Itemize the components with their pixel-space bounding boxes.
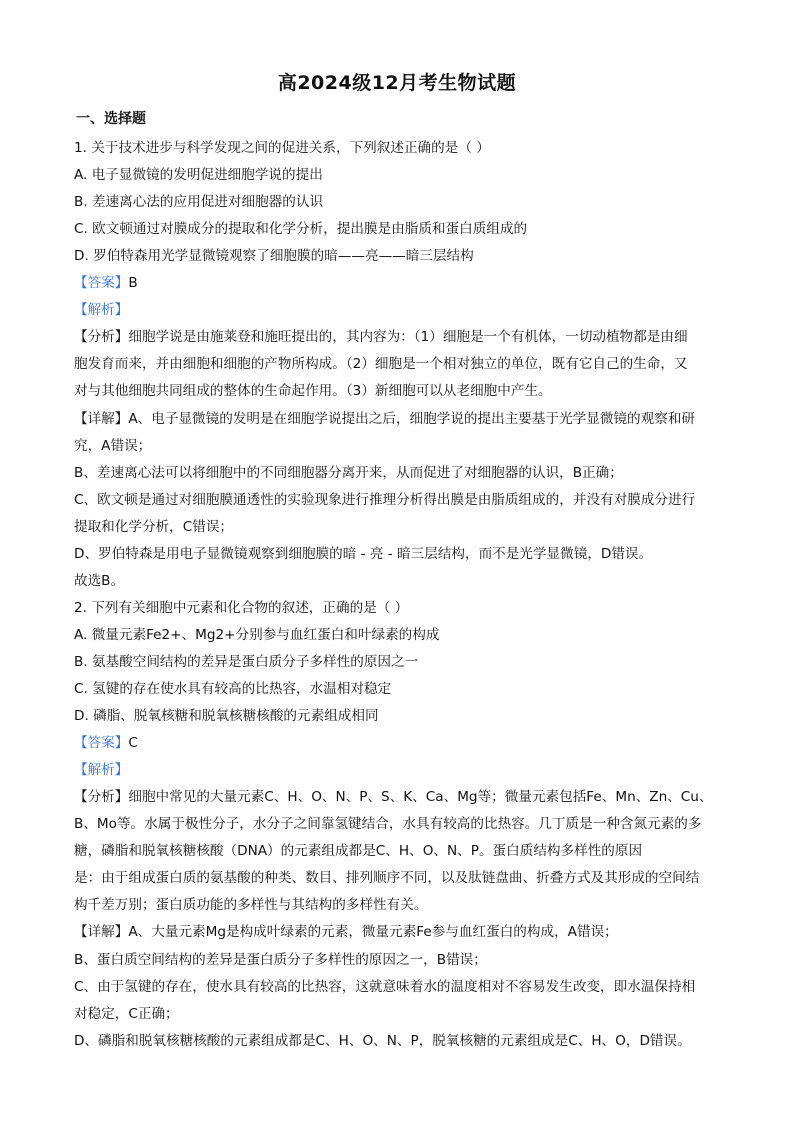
bracket-left: 【 [74,275,88,292]
text-line: C. 欧文顿通过对膜成分的提取和化学分析，提出膜是由脂质和蛋白质组成的 [74,221,528,238]
text-line: 提取和化学分析，C错误； [74,518,234,535]
text-line: 胞发育而来，并由细胞和细胞的产物所构成。（2）细胞是一个相对独立的单位，既有它自己的生命，又 [74,356,688,373]
text-line: D. 罗伯特森用光学显微镜观察了细胞膜的暗——亮——暗三层结构 [74,248,474,265]
page-title: 高2024级12月考生物试题 [277,72,517,94]
text-line: 糖，磷脂和脱氧核糖核酸（DNA）的元素组成都是C、H、O、N、P。蛋白质结构多样性的原因 [74,843,643,860]
text-line: 【分析】细胞中常见的大量元素C、H、O、N、P、S、K、Ca、Mg等；微量元素包括Fe、Mn、Zn、Cu、 [74,789,713,806]
answer-line [74,274,138,292]
text-line: B. 差速离心法的应用促进对细胞器的认识 [74,194,324,211]
analysis-line [74,761,128,779]
text-line: 故选B。 [74,572,125,589]
text-line: 【详解】A、电子显微镜的发明是在细胞学说提出之后，细胞学说的提出主要基于光学显微镜的观察和研 [74,410,696,427]
bracket-left: 【 [74,302,88,319]
text-line: A. 电子显微镜的发明促进细胞学说的提出 [74,167,323,184]
line-text: B [128,275,138,292]
text-line: 对稳定，C正确； [74,1005,179,1022]
text-line: B、蛋白质空间结构的差异是蛋白质分子多样性的原因之一，B错误； [74,951,487,968]
text-line: 【详解】A、大量元素Mg是构成叶绿素的元素，微量元素Fe参与血红蛋白的构成，A错误； [74,924,618,941]
label-tag: 解析 [87,762,115,779]
text-line: D. 磷脂、脱氧核糖和脱氧核糖核酸的元素组成相同 [74,708,379,725]
bracket-right: 】 [114,762,129,779]
text-line: 究，A错误； [74,437,152,454]
bracket-left: 【 [74,735,88,752]
bracket-left: 【 [74,762,88,779]
line-text: C [128,735,138,752]
label-tag: 答案 [87,735,115,752]
text-line: B. 氨基酸空间结构的差异是蛋白质分子多样性的原因之一 [74,653,419,670]
label-tag: 解析 [87,302,115,319]
text-line: 【分析】细胞学说是由施莱登和施旺提出的，其内容为：（1）细胞是一个有机体，一切动植物都是由细 [74,329,688,346]
text-line: 对与其他细胞共同组成的整体的生命起作用。（3）新细胞可以从老细胞中产生。 [74,383,552,400]
bracket-right: 】 [114,275,129,292]
bracket-right: 】 [114,302,129,319]
text-line: 是：由于组成蛋白质的氨基酸的种类、数目、排列顺序不同，以及肽链盘曲、折叠方式及其形成的空间结 [74,870,700,887]
text-line: D、罗伯特森是用电子显微镜观察到细胞膜的暗 - 亮 - 暗三层结构，而不是光学显微镜，D错误。 [74,545,653,562]
text-line: 2. 下列有关细胞中元素和化合物的叙述，正确的是（ ） [74,599,409,616]
text-line: 构千差万别；蛋白质功能的多样性与其结构的多样性有关。 [74,897,428,914]
text-line: C、由于氢键的存在，使水具有较高的比热容，这就意味着水的温度相对不容易发生改变，即水温保持相 [74,978,696,995]
answer-line [74,734,138,752]
analysis-line [74,301,128,319]
text-line: D、磷脂和脱氧核糖核酸的元素组成都是C、H、O、N、P，脱氧核糖的元素组成是C、H、O，D错误。 [74,1032,691,1049]
text-line: 1. 关于技术进步与科学发现之间的促进关系，下列叙述正确的是（ ） [74,140,490,156]
text-line: C、欧文顿是通过对细胞膜通透性的实验现象进行推理分析得出膜是由脂质组成的，并没有对膜成分进行 [74,491,696,508]
text-line: C. 氢键的存在使水具有较高的比热容，水温相对稳定 [74,681,392,697]
label-tag: 答案 [87,275,115,292]
bracket-right: 】 [114,735,129,752]
section-heading: 一、选择题 [76,111,146,127]
text-line: A. 微量元素Fe2+、Mg2+分别参与血红蛋白和叶绿素的构成 [74,626,440,643]
text-line: B、Mo等。水属于极性分子，水分子之间靠氢键结合，水具有较高的比热容。几丁质是一种含氮元素的多 [74,816,702,833]
text-line: B、差速离心法可以将细胞中的不同细胞器分离开来，从而促进了对细胞器的认识，B正确； [74,464,623,481]
